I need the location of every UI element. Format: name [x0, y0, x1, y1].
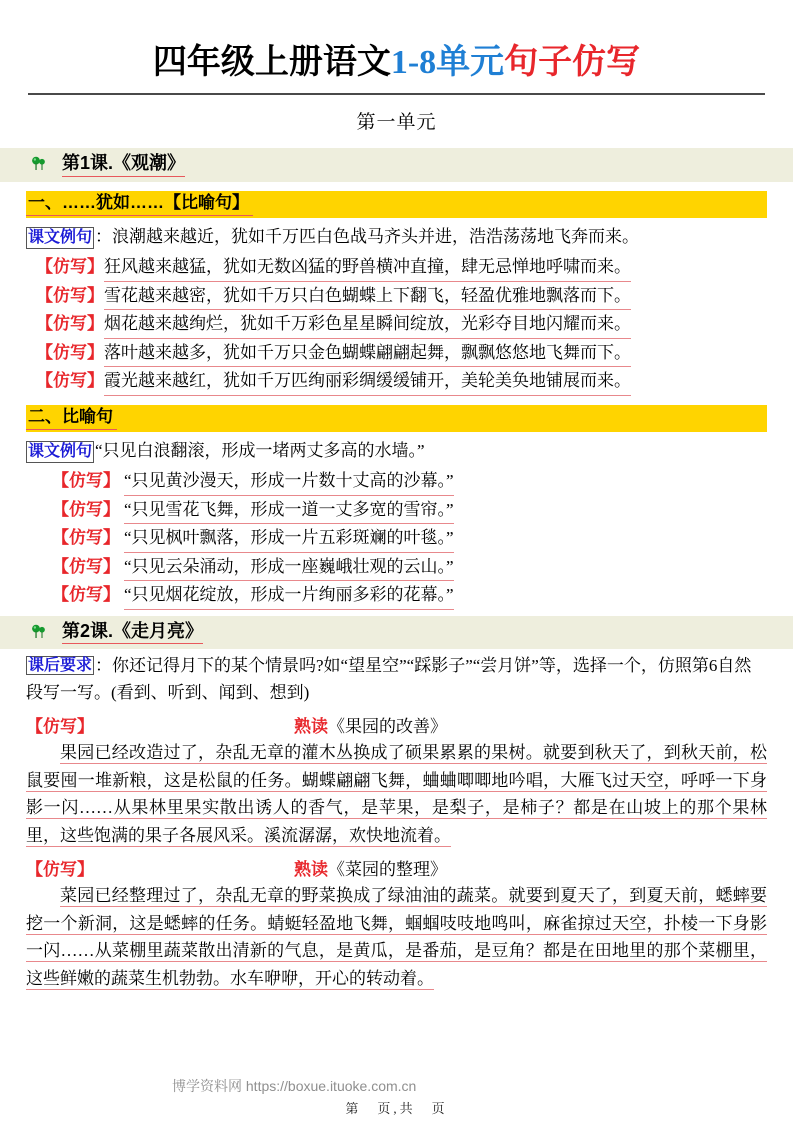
example-row-1-1: [26, 225, 767, 250]
fangxie-row: [26, 311, 767, 339]
fangxie-label: 【仿写】: [52, 499, 120, 519]
requirement-text: ：你还记得月下的某个情景吗?如“望星空”“踩影子”“尝月饼”等，选择一个，仿照第6自然段写一写。(看到、听到、闻到、想到): [26, 656, 752, 702]
fangxie-text: “只见枫叶飘落，形成一片五彩斑斓的叶毯。”: [124, 525, 454, 553]
fangxie-row: [26, 368, 767, 396]
fangxie-row: [26, 497, 767, 525]
section-heading-band-1-1: [26, 191, 767, 218]
passage-title-1: [94, 712, 767, 737]
book-title: 《果园的改善》: [328, 717, 447, 737]
section-heading-band-1-2: [26, 405, 767, 432]
example-label-1-1: 课文例句: [26, 227, 94, 249]
fangxie-text: “只见云朵涌动，形成一座巍峨壮观的云山。”: [124, 554, 454, 582]
fangxie-row: [26, 283, 767, 311]
fangxie-label: 【仿写】: [26, 860, 94, 880]
fangxie-row: [26, 254, 767, 282]
page-title: [26, 0, 767, 89]
title-segment-red: 句子仿写: [504, 44, 641, 81]
tree-icon: [30, 155, 48, 173]
requirement-label: 课后要求: [28, 657, 93, 675]
fangxie-label: 【仿写】: [36, 314, 104, 334]
fangxie-label: 【仿写】: [36, 285, 104, 305]
tree-icon: [30, 623, 48, 641]
fangxie-text: “只见黄沙漫天，形成一片数十丈高的沙幕。”: [124, 468, 454, 496]
fangxie-label: 【仿写】: [52, 556, 120, 576]
example-label-1-2: 课文例句: [26, 441, 94, 463]
lesson-header-1: [0, 148, 793, 182]
fangxie-label: 【仿写】: [36, 342, 104, 362]
passage-title-2: [94, 855, 767, 880]
page-footer: 第 页,共 页: [345, 1101, 448, 1116]
unit-heading: 第一单元: [356, 112, 437, 133]
passage-header-2: [26, 855, 767, 880]
fangxie-row: [26, 468, 767, 496]
example-row-1-2: [26, 439, 767, 464]
read-label: 熟读: [294, 860, 328, 880]
fangxie-text: 烟花越来越绚烂，犹如千万彩色星星瞬间绽放，光彩夺目地闪耀而来。: [104, 311, 631, 339]
fangxie-label: 【仿写】: [36, 257, 104, 277]
book-title: 《菜园的整理》: [328, 860, 447, 880]
fangxie-row: [26, 554, 767, 582]
passage-text: 果园已经改造过了，杂乱无章的灌木丛换成了硕果累累的果树。就要到秋天了，到秋天前，松鼠要囤一堆新粮，这是松鼠的任务。蝴蝶翩翩飞舞，蛐蛐唧唧地吟唱，大雁飞过天空，呼呼一下身影一闪……从果林里果实散出诱人的香气，是苹果，是梨子，是柿子？都是在山坡上的那个果林里，这些饱满的果子各展风采。溪流潺潺，欢快地流着。: [26, 743, 767, 845]
fangxie-row: [26, 340, 767, 368]
passage-body-1: [26, 739, 767, 849]
section-heading-1-1: 一、……犹如……【比喻句】: [26, 192, 253, 216]
example-text-1-2: “只见白浪翻滚，形成一堵两丈多高的水墙。”: [95, 440, 425, 460]
passage-body-2: [26, 882, 767, 992]
passage-text: 菜园已经整理过了，杂乱无章的野菜换成了绿油油的蔬菜。就要到夏天了，到夏天前，蟋蟀要挖一个新洞，这是蟋蟀的任务。蜻蜓轻盈地飞舞，蝈蝈吱吱地鸣叫，麻雀掠过天空，扑棱一下身影一闪……从菜棚里蔬菜散出清新的气息，是黄瓜，是番茄，是豆角？都是在田地里的那个菜棚里，这些鲜嫩的蔬菜生机勃勃。水车咿咿，开心的转动着。: [26, 886, 767, 988]
example-text-1-1: ：浪潮越来越近，犹如千万匹白色战马齐头并进，浩浩荡荡地飞奔而来。: [95, 226, 640, 246]
fangxie-text: “只见烟花绽放，形成一片绚丽多彩的花幕。”: [124, 582, 454, 610]
fangxie-text: “只见雪花飞舞，形成一道一丈多宽的雪帘。”: [124, 497, 454, 525]
passage-header-1: [26, 712, 767, 737]
fangxie-text: 落叶越来越多，犹如千万只金色蝴蝶翩翩起舞，飘飘悠悠地飞舞而下。: [104, 340, 631, 368]
fangxie-row: [26, 582, 767, 610]
read-label: 熟读: [294, 717, 328, 737]
title-segment-blue: 1-8单元: [390, 44, 505, 81]
title-segment-black: 四年级上册语文: [152, 44, 391, 81]
section-heading-1-2: 二、比喻句: [26, 406, 117, 430]
lesson-header-2: [0, 616, 793, 650]
lesson-title-1: 第1课.《观潮》: [62, 152, 185, 177]
fangxie-text: 雪花越来越密，犹如千万只白色蝴蝶上下翻飞，轻盈优雅地飘落而下。: [104, 283, 631, 311]
fangxie-text: 狂风越来越猛，犹如无数凶猛的野兽横冲直撞，肆无忌惮地呼啸而来。: [104, 254, 631, 282]
fangxie-label: 【仿写】: [36, 371, 104, 391]
fangxie-label: 【仿写】: [52, 585, 120, 605]
fangxie-label: 【仿写】: [52, 528, 120, 548]
watermark: 博学资料网 https://boxue.ituoke.com.cn: [172, 1078, 417, 1094]
requirement-block: [26, 653, 767, 706]
fangxie-text: 霞光越来越红，犹如千万匹绚丽彩绸缓缓铺开，美轮美奂地铺展而来。: [104, 368, 631, 396]
fangxie-label: 【仿写】: [52, 471, 120, 491]
fangxie-row: [26, 525, 767, 553]
fangxie-label: 【仿写】: [26, 717, 94, 737]
lesson-title-2: 第2课.《走月亮》: [62, 620, 203, 645]
